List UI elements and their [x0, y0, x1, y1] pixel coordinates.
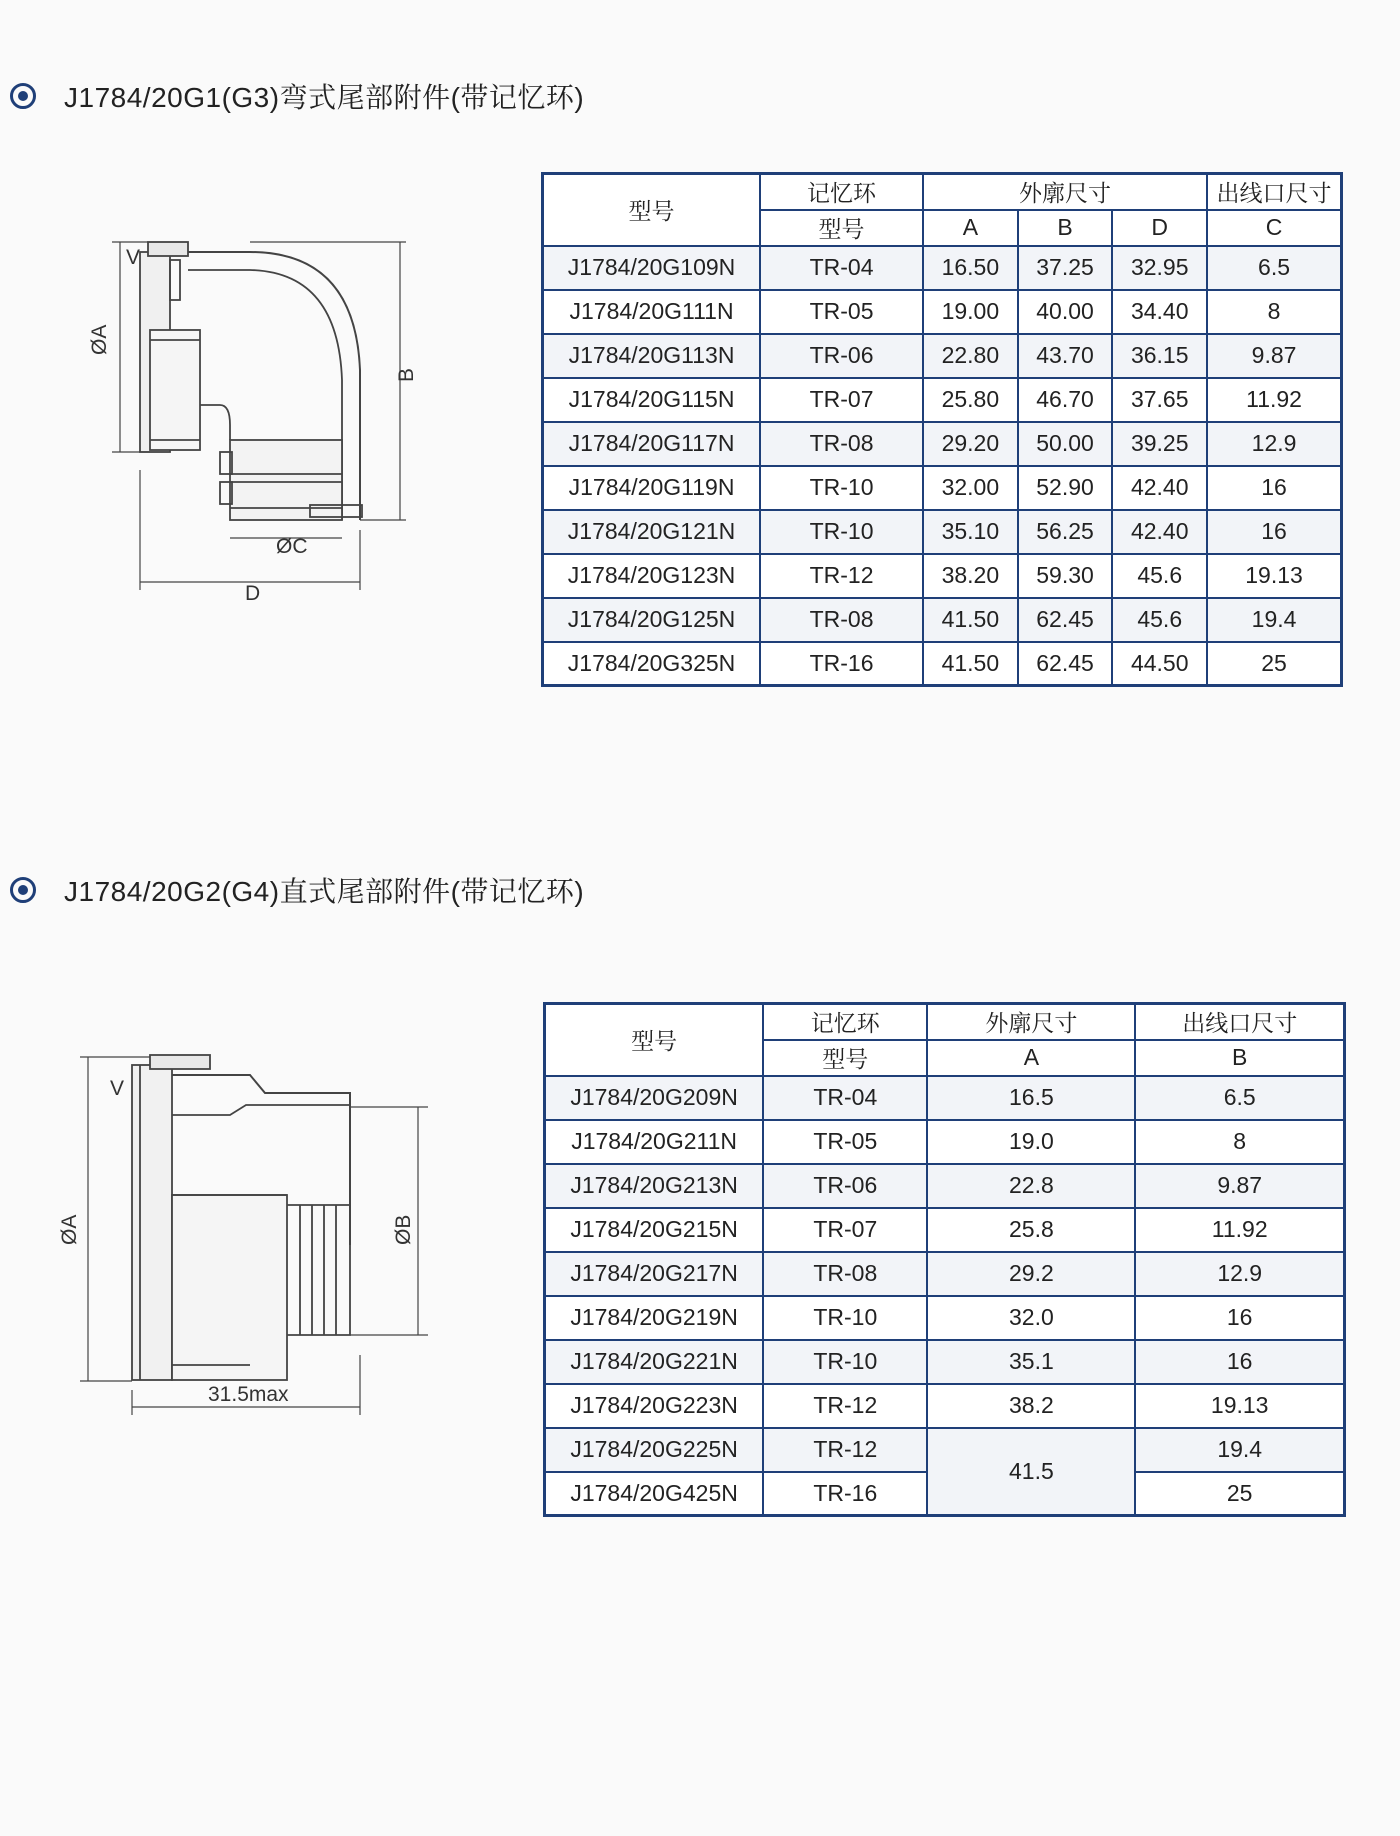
dim-label-a: ØA: [58, 1214, 81, 1245]
elbow-spec-table: [541, 172, 1343, 687]
header-model: 型号: [545, 1004, 764, 1076]
header-outline: 外廓尺寸: [923, 174, 1207, 210]
cell-a: 41.50: [923, 598, 1018, 642]
header-col-c: C: [1207, 210, 1341, 246]
cell-c: 19.13: [1207, 554, 1341, 598]
cell-a: 32.00: [923, 466, 1018, 510]
header-model: 型号: [543, 174, 761, 246]
cell-ring: TR-07: [763, 1208, 927, 1252]
table-row: [543, 510, 1342, 554]
cell-c: 16: [1207, 510, 1341, 554]
cell-model: J1784/20G211N: [545, 1120, 764, 1164]
cell-model: J1784/20G219N: [545, 1296, 764, 1340]
cell-b: 62.45: [1018, 598, 1113, 642]
cell-c: 12.9: [1207, 422, 1341, 466]
cell-model: J1784/20G225N: [545, 1428, 764, 1472]
cell-a: 22.8: [927, 1164, 1135, 1208]
cell-ring: TR-06: [763, 1164, 927, 1208]
section2-heading: [10, 870, 584, 910]
dim-label-a: ØA: [88, 324, 111, 355]
cell-d: 45.6: [1112, 554, 1207, 598]
cell-model: J1784/20G209N: [545, 1076, 764, 1120]
cell-model: J1784/20G217N: [545, 1252, 764, 1296]
cell-b: 62.45: [1018, 642, 1113, 686]
elbow-adapter-drawing: [80, 230, 440, 610]
header-ring-model: 型号: [763, 1040, 927, 1076]
cell-c: 6.5: [1207, 246, 1341, 290]
dim-label-b: B: [395, 367, 418, 382]
table-row: [543, 422, 1342, 466]
header-col-d: D: [1112, 210, 1207, 246]
cell-a: 16.5: [927, 1076, 1135, 1120]
table-row: [543, 554, 1342, 598]
cell-ring: TR-05: [760, 290, 923, 334]
dim-label-length: 31.5max: [208, 1383, 289, 1406]
cell-a: 38.20: [923, 554, 1018, 598]
table-row: [545, 1120, 1345, 1164]
cell-ring: TR-08: [760, 598, 923, 642]
cell-ring: TR-12: [763, 1428, 927, 1472]
cell-b: 46.70: [1018, 378, 1113, 422]
cell-b: 12.9: [1135, 1252, 1344, 1296]
cell-a: 25.80: [923, 378, 1018, 422]
table-row: [543, 246, 1342, 290]
cell-b: 9.87: [1135, 1164, 1344, 1208]
cell-b: 11.92: [1135, 1208, 1344, 1252]
cell-b: 43.70: [1018, 334, 1113, 378]
cell-a: 41.5: [927, 1428, 1135, 1516]
cell-a: 29.2: [927, 1252, 1135, 1296]
cell-model: J1784/20G213N: [545, 1164, 764, 1208]
cell-ring: TR-12: [760, 554, 923, 598]
cell-b: 8: [1135, 1120, 1344, 1164]
cell-model: J1784/20G125N: [543, 598, 761, 642]
cell-d: 36.15: [1112, 334, 1207, 378]
cell-model: J1784/20G123N: [543, 554, 761, 598]
cell-d: 37.65: [1112, 378, 1207, 422]
cell-c: 11.92: [1207, 378, 1341, 422]
cell-ring: TR-07: [760, 378, 923, 422]
table-row: [545, 1208, 1345, 1252]
cell-a: 35.10: [923, 510, 1018, 554]
bullet-icon: [10, 877, 36, 903]
table-row: [543, 290, 1342, 334]
cell-d: 45.6: [1112, 598, 1207, 642]
cell-b: 19.4: [1135, 1428, 1344, 1472]
cell-model: J1784/20G119N: [543, 466, 761, 510]
cell-b: 25: [1135, 1472, 1344, 1516]
cell-ring: TR-10: [760, 510, 923, 554]
cell-a: 29.20: [923, 422, 1018, 466]
cell-b: 59.30: [1018, 554, 1113, 598]
cell-model: J1784/20G117N: [543, 422, 761, 466]
cell-model: J1784/20G109N: [543, 246, 761, 290]
cell-a: 19.0: [927, 1120, 1135, 1164]
table-row: [545, 1164, 1345, 1208]
cell-model: J1784/20G221N: [545, 1340, 764, 1384]
header-col-b: B: [1018, 210, 1113, 246]
header-col-b: B: [1135, 1040, 1344, 1076]
cell-ring: TR-10: [760, 466, 923, 510]
cell-c: 9.87: [1207, 334, 1341, 378]
cell-ring: TR-16: [763, 1472, 927, 1516]
section1-title: J1784/20G1(G3)弯式尾部附件(带记忆环): [64, 82, 585, 113]
cell-d: 34.40: [1112, 290, 1207, 334]
cell-d: 42.40: [1112, 466, 1207, 510]
dim-label-d: D: [245, 582, 261, 605]
cell-model: J1784/20G223N: [545, 1384, 764, 1428]
cell-model: J1784/20G121N: [543, 510, 761, 554]
cell-model: J1784/20G425N: [545, 1472, 764, 1516]
table-row: [545, 1296, 1345, 1340]
table-row: [545, 1428, 1345, 1472]
cell-model: J1784/20G113N: [543, 334, 761, 378]
cell-b: 19.13: [1135, 1384, 1344, 1428]
header-col-a: A: [923, 210, 1018, 246]
header-ring: 记忆环: [763, 1004, 927, 1040]
cell-a: 16.50: [923, 246, 1018, 290]
cell-d: 39.25: [1112, 422, 1207, 466]
cell-model: J1784/20G111N: [543, 290, 761, 334]
cell-a: 32.0: [927, 1296, 1135, 1340]
table-row: [543, 378, 1342, 422]
cell-model: J1784/20G325N: [543, 642, 761, 686]
table-row: [545, 1252, 1345, 1296]
cell-ring: TR-08: [760, 422, 923, 466]
cell-ring: TR-16: [760, 642, 923, 686]
cell-ring: TR-08: [763, 1252, 927, 1296]
table-row: [543, 598, 1342, 642]
table-row: [543, 466, 1342, 510]
cell-d: 42.40: [1112, 510, 1207, 554]
section2-title: J1784/20G2(G4)直式尾部附件(带记忆环): [64, 876, 585, 907]
cell-c: 8: [1207, 290, 1341, 334]
header-ring: 记忆环: [760, 174, 923, 210]
cell-ring: TR-10: [763, 1296, 927, 1340]
cell-b: 6.5: [1135, 1076, 1344, 1120]
cell-d: 32.95: [1112, 246, 1207, 290]
dim-label-v: V: [110, 1077, 125, 1100]
cell-ring: TR-12: [763, 1384, 927, 1428]
cell-a: 22.80: [923, 334, 1018, 378]
cell-ring: TR-04: [760, 246, 923, 290]
header-outlet: 出线口尺寸: [1135, 1004, 1344, 1040]
cell-a: 19.00: [923, 290, 1018, 334]
cell-b: 16: [1135, 1340, 1344, 1384]
header-col-a: A: [927, 1040, 1135, 1076]
cell-ring: TR-04: [763, 1076, 927, 1120]
cell-model: J1784/20G215N: [545, 1208, 764, 1252]
cell-b: 50.00: [1018, 422, 1113, 466]
dim-label-c: ØC: [276, 535, 308, 558]
cell-b: 40.00: [1018, 290, 1113, 334]
dim-label-b: ØB: [392, 1214, 415, 1245]
table-row: [543, 642, 1342, 686]
straight-adapter-drawing: [50, 1045, 450, 1425]
cell-b: 56.25: [1018, 510, 1113, 554]
cell-ring: TR-05: [763, 1120, 927, 1164]
header-ring-model: 型号: [760, 210, 923, 246]
table-row: [545, 1384, 1345, 1428]
dim-label-v: V: [126, 246, 141, 269]
cell-b: 52.90: [1018, 466, 1113, 510]
straight-spec-table: [543, 1002, 1346, 1517]
cell-a: 38.2: [927, 1384, 1135, 1428]
table-row: [545, 1340, 1345, 1384]
cell-a: 25.8: [927, 1208, 1135, 1252]
cell-a: 35.1: [927, 1340, 1135, 1384]
bullet-icon: [10, 83, 36, 109]
cell-d: 44.50: [1112, 642, 1207, 686]
cell-ring: TR-06: [760, 334, 923, 378]
cell-b: 37.25: [1018, 246, 1113, 290]
cell-c: 25: [1207, 642, 1341, 686]
header-outlet: 出线口尺寸: [1207, 174, 1341, 210]
cell-b: 16: [1135, 1296, 1344, 1340]
cell-a: 41.50: [923, 642, 1018, 686]
table-row: [545, 1076, 1345, 1120]
cell-ring: TR-10: [763, 1340, 927, 1384]
table-row: [543, 334, 1342, 378]
cell-c: 19.4: [1207, 598, 1341, 642]
cell-model: J1784/20G115N: [543, 378, 761, 422]
header-outline: 外廓尺寸: [927, 1004, 1135, 1040]
section1-heading: [10, 76, 584, 116]
cell-c: 16: [1207, 466, 1341, 510]
